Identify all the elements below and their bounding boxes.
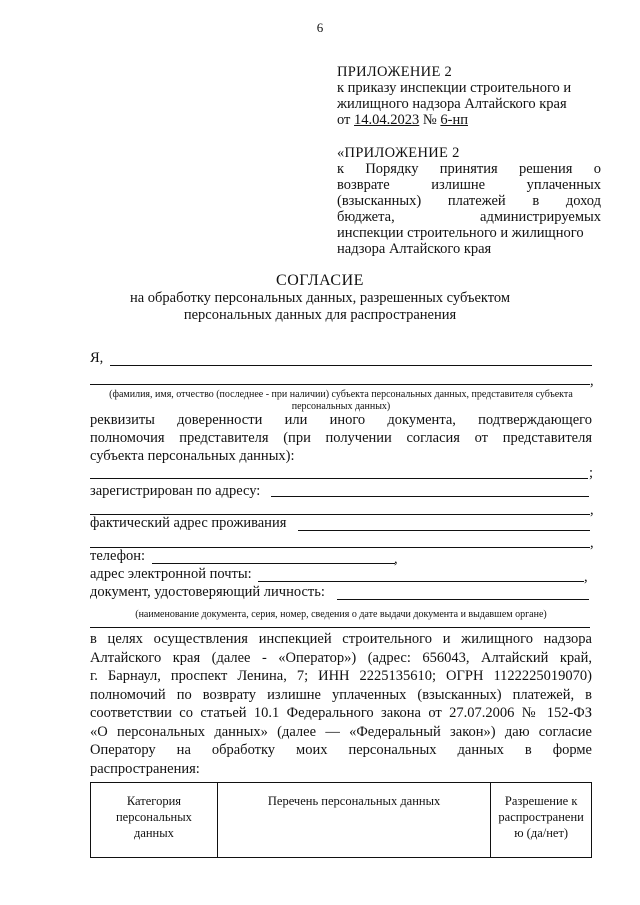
appendix-order-line: к приказу инспекции строительного и [337, 80, 572, 96]
appendix-order-block [337, 64, 601, 128]
number-prefix: № [419, 112, 441, 128]
phone-label: телефон: [90, 548, 146, 564]
registered-address-field[interactable] [271, 496, 589, 497]
appendix-procedure-line: бюджета, администрируемых [337, 209, 601, 225]
semicolon: ; [589, 465, 594, 481]
appendix-order-title: ПРИЛОЖЕНИЕ 2 [337, 64, 453, 80]
table-header-row [91, 783, 592, 858]
comma: , [590, 373, 594, 389]
rekvizity-field-line[interactable] [90, 478, 588, 479]
appendix-procedure-line: (взысканных) платежей в доход [337, 193, 601, 209]
comma: , [590, 502, 594, 518]
id-document-hint: (наименование документа, серия, номер, сведения о дате выдачи документа и выдавшем органе) [135, 609, 547, 620]
table-header-permission: Разрешение к распространени ю (да/нет) [491, 783, 592, 858]
consent-heading [0, 272, 640, 324]
consent-subtitle-line: персональных данных для распространения [183, 307, 457, 323]
table-header-list: Перечень персональных данных [217, 783, 490, 858]
paragraph-last-line: распространения: [90, 760, 200, 777]
appendix-procedure-line: надзора Алтайского края [337, 241, 492, 257]
paragraph-line: Оператору на обработку моих персональных данных в форме [90, 742, 592, 758]
order-date: 14.04.2023 [354, 112, 420, 128]
appendix-procedure-block [337, 145, 601, 257]
rekvizity-line: реквизиты доверенности или иного документа, подтверждающего [90, 412, 592, 428]
paragraph-line: г. Барнаул, проспект Ленина, 7; ИНН 2225135610; ОГРН 1122225019070) [90, 668, 592, 684]
id-document-field-2[interactable] [90, 627, 590, 628]
personal-data-table [90, 782, 592, 858]
consent-title: СОГЛАСИЕ [276, 272, 364, 289]
paragraph-line: в целях осуществления инспекцией строительного и жилищного надзора [90, 631, 592, 647]
registered-address-label: зарегистрирован по адресу: [90, 483, 261, 499]
appendix-order-date-line [337, 112, 601, 128]
fio-field-line[interactable] [110, 365, 592, 366]
page-number: 6 [316, 20, 324, 35]
actual-address-label: фактический адрес проживания [90, 515, 287, 531]
email-label: адрес электронной почты: [90, 566, 252, 582]
id-document-label: документ, удостоверяющий личность: [90, 584, 325, 600]
paragraph-line: соответствии со статьей 10.1 Федерального закона от 27.07.2006 № 152-ФЗ [90, 705, 592, 721]
paragraph-line: Алтайского края (далее - «Оператор») (адрес: 656043, Алтайский край, [90, 649, 592, 666]
date-prefix: от [337, 112, 355, 128]
paragraph-line: «О персональных данных» (далее — «Федеральный закон») даю согласие [90, 723, 592, 740]
appendix-procedure-line: возврате излишне уплаченных [337, 177, 601, 193]
fio-field-line-2[interactable] [90, 384, 590, 385]
comma: , [584, 569, 588, 585]
consent-subtitle-line: на обработку персональных данных, разрешенных субъектом [129, 290, 511, 306]
order-number: 6-нп [440, 112, 468, 128]
rekvizity-line: субъекта персональных данных): [90, 448, 295, 464]
phone-field[interactable] [152, 563, 395, 564]
table-header-category: Категория персональных данных [91, 783, 218, 858]
appendix-procedure-title: «ПРИЛОЖЕНИЕ 2 [337, 145, 460, 161]
actual-address-field-2[interactable] [90, 547, 590, 548]
paragraph-line: полномочий по возврату излишне уплаченных (взысканных) платежей, в [90, 686, 592, 703]
appendix-procedure-line: к Порядку принятия решения о [337, 161, 601, 177]
fio-hint: (фамилия, имя, отчество (последнее - при наличии) субъекта персональных данных, представителя субъекта персональных данных) [109, 389, 573, 412]
id-document-field[interactable] [337, 599, 589, 600]
rekvizity-line: полномочия представителя (при получении согласия от представителя [90, 430, 592, 446]
email-field[interactable] [258, 581, 584, 582]
ya-label: Я, [90, 350, 104, 366]
appendix-procedure-line: инспекции строительного и жилищного [337, 225, 584, 241]
consent-paragraph [90, 630, 592, 778]
comma: , [394, 551, 398, 567]
actual-address-field[interactable] [298, 530, 590, 531]
appendix-order-line: жилищного надзора Алтайского края [337, 96, 567, 112]
comma: , [590, 535, 594, 551]
